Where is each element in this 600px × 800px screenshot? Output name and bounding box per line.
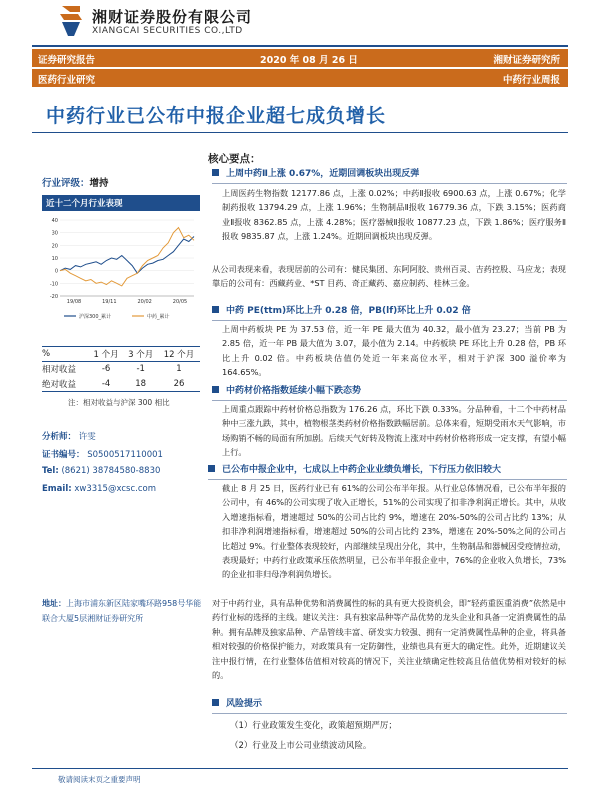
table-header-row: [42, 347, 200, 362]
table-cell: 相对收益: [42, 365, 77, 376]
rating-value: 增持: [89, 178, 109, 189]
cert-label: 证书编号：: [42, 450, 85, 460]
address-value: 上海市浦东新区陆家嘴环路958号华能联合大厦5层湘财证券研究所: [42, 599, 202, 623]
series-line: [60, 228, 194, 286]
square-bullet-icon: [212, 169, 219, 176]
rating-label: 行业评级：: [42, 178, 90, 189]
y-tick-label: 10: [51, 256, 58, 262]
email-value[interactable]: xw3315@xcsc.com: [74, 484, 156, 494]
analyst-name: 许雯: [78, 432, 96, 442]
section-heading: 已公布中报企业中，七成以上中药企业业绩负增长，下行压力依旧较大: [208, 462, 567, 480]
section-paragraph: 对于中药行业，具有品种优势和消费属性的标的具有更大投资机会，即“轻药重医重消费”依然是中药行业标的选择的主线。建议关注：具有独家品种等产品优势的龙头企业和具备一定消费属性的品种。拥有品牌及独家品种、产品管线丰富、研发实力较强、拥有一定消费属性品种的企业，将具备相对较强的价格保护能力，对政策具有一定防御性，业绩也具有更大的确定性。此外，近期建议关注中报行情，在行业整体估值相对较高的情况下，关注业绩确定性较高且估值优势相对较好的标的。: [212, 598, 566, 681]
tel-value: (8621) 38784580-8830: [61, 466, 161, 476]
section-heading: 中药材价格指数延续小幅下跌态势: [212, 383, 567, 401]
x-tick-label: 20/02: [137, 299, 152, 305]
square-bullet-icon: [212, 306, 219, 313]
analyst-label: 分析师：: [42, 432, 77, 442]
table-cell: 1: [176, 364, 182, 375]
y-tick-label: -10: [49, 281, 58, 288]
section-paragraph: 上周中药板块 PE 为 37.53 倍，近一年 PE 最大值为 40.32，最小值为 23.27；当前 PB 为 2.85 倍，近一年 PB 最大值为 3.07，最小值为 2.14。中药板块 PE 环比上升 0.28 倍，PB 环比上升 0.02 倍。中药板块估值仍处近一年来高位水平，相对于沪深 300 溢价率为 164.65%。: [222, 324, 566, 378]
x-tick-label: 20/05: [172, 299, 188, 305]
table-row: [42, 362, 200, 377]
analyst-line: [42, 430, 96, 442]
institute-name: 湘财证券研究所: [493, 55, 560, 66]
section-heading: 风险提示: [212, 696, 567, 714]
tel-line: [42, 466, 160, 476]
footer-divider: [32, 768, 568, 769]
legend-label: 沪深300_累计: [79, 314, 112, 320]
chart-title: 近十二个月行业表现: [42, 195, 200, 211]
square-bullet-icon: [212, 386, 219, 393]
core-points-label: 核心要点：: [208, 153, 261, 165]
table-cell: 绝对收益: [42, 377, 89, 392]
industry-performance-chart: [42, 212, 200, 326]
industry-rating: [42, 175, 109, 189]
y-tick-label: 0: [54, 268, 58, 275]
header-divider: [32, 45, 568, 47]
header-bar-bottom: [32, 69, 568, 87]
performance-table: [42, 346, 200, 392]
y-tick-label: 40: [51, 218, 58, 224]
square-bullet-icon: [212, 699, 219, 706]
table-row: [42, 377, 200, 392]
table-cell: 18: [123, 377, 158, 392]
cert-value: S0500517110001: [87, 450, 163, 460]
square-bullet-icon: [208, 465, 215, 472]
table-header-cell: %: [42, 347, 89, 362]
risk-item: （1）行业政策发生变化，政策超预期严厉；: [230, 721, 397, 731]
table-cell: -4: [89, 377, 124, 392]
company-name-cn: 湘财证券股份有限公司: [92, 8, 253, 26]
risk-item: （2）行业及上市公司业绩波动风险。: [230, 741, 372, 751]
report-series: 中药行业周报: [502, 75, 560, 86]
industry-research: 医药行业研究: [38, 75, 96, 86]
table-note: 注：相对收益与沪深 300 相比: [68, 398, 170, 407]
legend-label: 中药_累计: [147, 314, 170, 320]
y-tick-label: -20: [49, 294, 58, 300]
address: [42, 596, 202, 626]
section-paragraph: 上周重点跟踪中药材价格总指数为 176.26 点，环比下跌 0.33%。分品种看，十二个中药材品种中三涨九跌，其中，植物根茎类药材价格指数跌幅居前。总体来看，短期受雨水天气影响，市场购销不畅的局面有所加剧。后续天气好转及物流上涨对中药材价格将形成一定支撑，有望小幅上行。: [222, 404, 566, 458]
page-title: 中药行业已公布中报企业超七成负增长: [46, 105, 387, 127]
section-paragraph: 上周医药生物指数 12177.86 点，上涨 0.02%；中药Ⅱ报收 6900.63 点，上涨 0.67%；化学制药报收 13794.29 点，上涨 1.96%；生物制品Ⅱ报收 16779.36 点，下跌 3.15%；医药商业Ⅱ报收 8362.85 点，上涨 4.28%；医疗器械Ⅱ报收 10877.23 点，下跌 1.86%；医疗服务Ⅱ报收 9835.87 点，上涨 1.24%。近期回调板块出现反弹。: [222, 188, 566, 242]
x-tick-label: 19/11: [102, 299, 117, 305]
series-line: [60, 237, 194, 274]
company-logo: [58, 4, 84, 38]
email-label: Email:: [42, 484, 72, 494]
footer-disclaimer: 敬请阅读末页之重要声明: [58, 775, 141, 784]
cert-line: [42, 448, 163, 460]
section-paragraph: 截止 8 月 25 日，医药行业已有 61%的公司公布半年报。从行业总体情况看，已公布半年报的公司中，有 46%的公司实现了收入正增长，51%的公司实现了扣非净利润正增长。其中，从收入增速指标看，增速超过 50%的公司占比约 9%，增速在 20%-50%的公司占比约 13%；从扣非净利润增速指标看，增速超过 50%的公司占比约 23%，增速在 20%-50%之间的公司占比超过 9%。行业整体表现较好，内部继续呈现出分化，其中，生物制品和器械因受疫情拉动，表现最好；中药行业政策承压依然明显，已公布半年报企业中，76%的企业收入负增长，73%的企业扣非归母净利润负增长。: [222, 483, 566, 580]
y-tick-label: 20: [51, 243, 58, 250]
table-header-cell: 12 个月: [158, 347, 200, 362]
section-heading: 中药 PE(ttm)环比上升 0.28 倍，PB(lf)环比上升 0.02 倍: [212, 303, 567, 321]
tel-label: Tel:: [42, 466, 59, 476]
title-divider: [32, 132, 568, 133]
table-header-cell: 3 个月: [123, 347, 158, 362]
table-header-cell: 1 个月: [89, 347, 124, 362]
report-date: 2020 年 08 月 26 日: [260, 55, 358, 66]
table-cell: -1: [136, 364, 145, 375]
header-bar-top: [32, 49, 568, 67]
report-type: 证券研究报告: [38, 55, 96, 66]
section-paragraph: 从公司表现来看，表现居前的公司有：健民集团、东阿阿胶、贵州百灵、吉药控股、马应龙；表现靠后的公司有：西藏药业、*ST 目药、奇正藏药、嘉应制药、桂林三金。: [212, 264, 566, 289]
y-tick-label: 30: [51, 230, 58, 237]
address-label: 地址：: [42, 599, 66, 608]
table-cell: 26: [158, 377, 200, 392]
section-heading: 上周中药Ⅱ上涨 0.67%，近期回调板块出现反弹: [212, 166, 567, 184]
x-tick-label: 19/08: [66, 299, 82, 305]
company-name-en: XIANGCAI SECURITIES CO.,LTD: [92, 26, 243, 36]
email-line: [42, 484, 156, 494]
table-cell: -6: [101, 364, 111, 375]
